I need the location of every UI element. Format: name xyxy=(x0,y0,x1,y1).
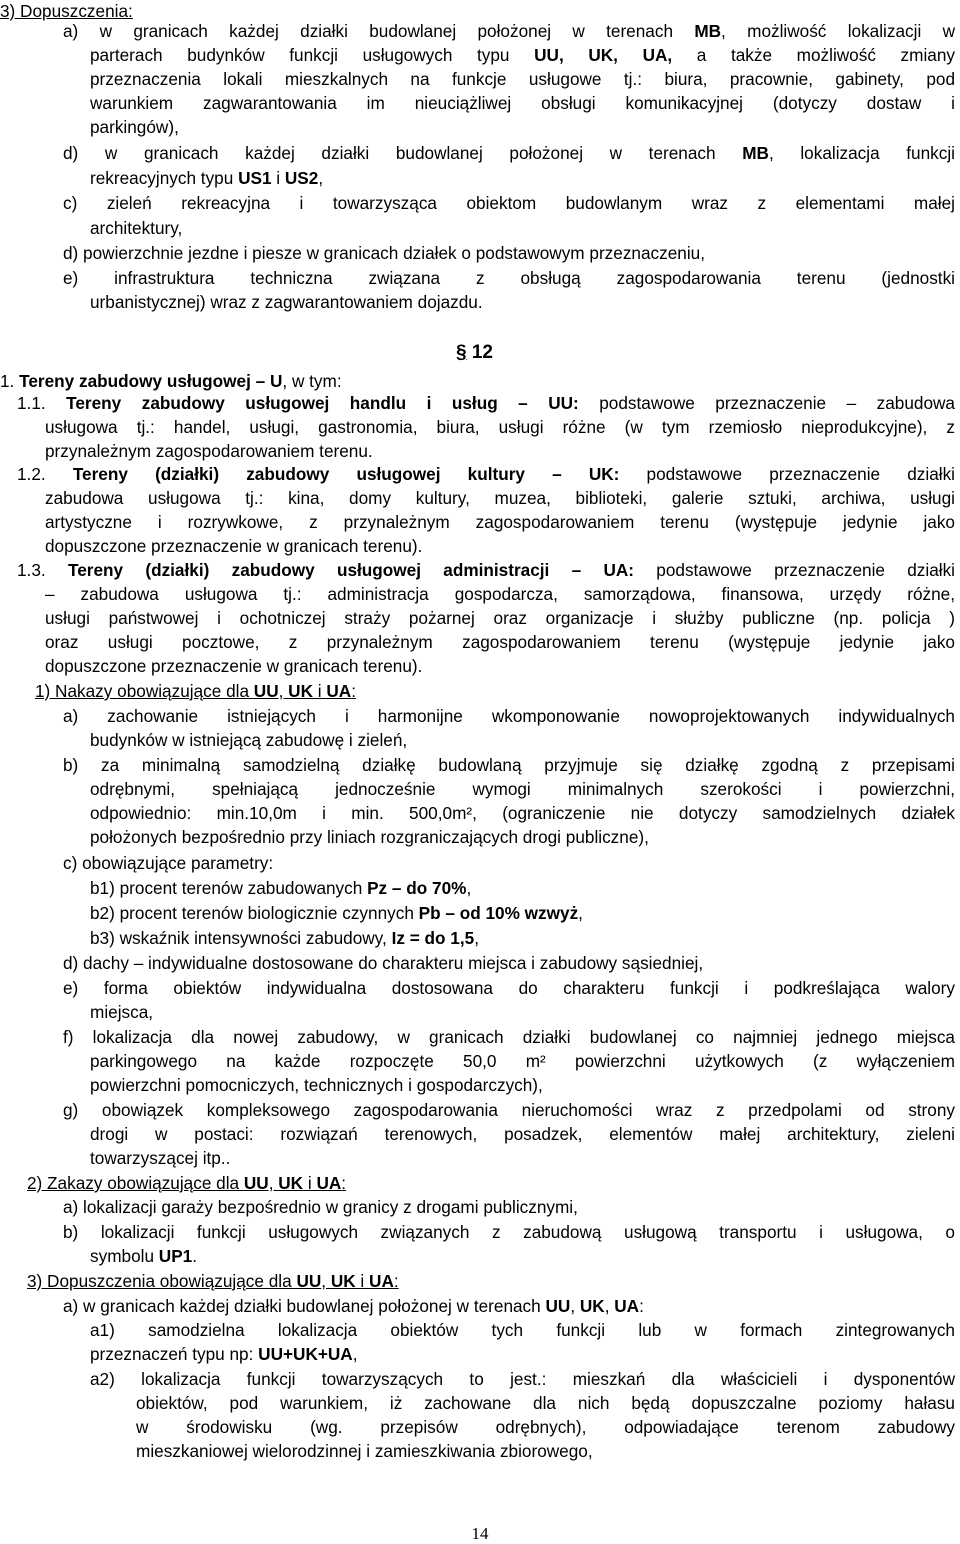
section-number: 12 xyxy=(471,342,493,363)
bold-text: Tereny zabudowy usługowej handlu i usług – UU: xyxy=(66,393,579,413)
text-line xyxy=(63,754,955,776)
text-line xyxy=(63,1026,955,1048)
text-span: c) zieleń rekreacyjna i towarzysząca obiektom budowlanym wraz z elementami małej xyxy=(63,193,955,213)
bold-text: Pb – od 10% wzwyż xyxy=(418,903,579,923)
text-span: urbanistycznej) wraz z zagwarantowaniem dojazdu. xyxy=(90,292,483,312)
text-line xyxy=(90,778,955,800)
text-line xyxy=(45,535,422,557)
bold-text: US1 xyxy=(238,168,272,188)
text-span: oraz usługi pocztowe, z przynależnym zagospodarowaniem terenu (występuje jedynie jako xyxy=(45,632,955,652)
bold-text: UK xyxy=(330,1271,356,1291)
bold-text: Iz = do 1,5 xyxy=(391,928,475,948)
text-span: , xyxy=(278,681,289,701)
bold-text: UA xyxy=(316,1173,342,1193)
text-span: d) dachy – indywidualne dostosowane do charakteru miejsca i zabudowy sąsiedniej, xyxy=(63,953,704,973)
text-line xyxy=(90,1001,153,1023)
text-span: 1. xyxy=(0,371,20,391)
bold-text: MB xyxy=(742,143,769,163)
text-line xyxy=(90,44,955,66)
text-line xyxy=(63,20,955,42)
text-line xyxy=(90,802,955,824)
section-heading xyxy=(456,340,493,366)
text-span: – zabudowa usługowa tj.: administracja gospodarcza, samorządowa, finansowa, urzędy różne, xyxy=(45,584,955,604)
text-line xyxy=(90,902,583,924)
text-span: b1) procent terenów zabudowanych xyxy=(90,878,368,898)
text-line xyxy=(63,1221,955,1243)
text-span: , xyxy=(578,903,583,923)
text-span: , xyxy=(570,1296,580,1316)
text-line xyxy=(63,1196,578,1218)
text-span: , xyxy=(474,928,479,948)
text-line xyxy=(136,1416,955,1438)
text-line xyxy=(90,729,407,751)
text-line xyxy=(17,392,955,414)
bold-text: UU xyxy=(296,1271,322,1291)
text-line xyxy=(0,0,133,22)
text-span: miejsca, xyxy=(90,1002,154,1022)
text-line xyxy=(45,583,955,605)
text-span: obiektów, pod warunkiem, iż zachowane dla nich będą dopuszczalne poziomy hałasu xyxy=(136,1393,955,1413)
text-span: a) w granicach każdej działki budowlanej położonej w terenach xyxy=(63,21,695,41)
text-span: budynków w istniejącą zabudowę i zieleń, xyxy=(90,730,408,750)
text-span: , możliwość lokalizacji w xyxy=(721,21,955,41)
text-span: i xyxy=(355,1271,370,1291)
text-span: 1.3. xyxy=(17,560,68,580)
text-span: e) infrastruktura techniczna związana z obsługą zagospodarowania terenu (jednostki xyxy=(63,268,955,288)
text-line xyxy=(90,1319,955,1341)
bold-text: UU+UK+UA xyxy=(258,1344,353,1364)
text-span: warunkiem zagwarantowania im nieuciążliwej obsługi komunikacyjnej (dotyczy dostaw i xyxy=(90,93,955,113)
text-span: : xyxy=(341,1173,347,1193)
text-span: a1) samodzielna lokalizacja obiektów tych funkcji lub w formach zintegrowanych xyxy=(90,1320,955,1340)
text-line xyxy=(63,952,703,974)
bold-text: UU xyxy=(253,681,279,701)
bold-text: UU xyxy=(243,1173,269,1193)
bold-text: UA xyxy=(326,681,352,701)
text-span: a także możliwość zmiany xyxy=(672,45,955,65)
text-span: d) powierzchnie jezdne i piesze w granicach działek o podstawowym przeznaczeniu, xyxy=(63,243,705,263)
text-span: : xyxy=(351,681,356,701)
text-line xyxy=(90,217,182,239)
text-span: podstawowe przeznaczenie – zabudowa xyxy=(578,393,955,413)
bold-text: Pz – do 70% xyxy=(367,878,467,898)
text-span: b) lokalizacji funkcji usługowych związanych z zabudową usługową transportu i usługowa, o xyxy=(63,1222,955,1242)
text-span: odpowiednio: min.10,0m i min. 500,0m², (ograniczenie nie dotyczy samodzielnych działek xyxy=(90,803,955,823)
text-span: przynależnym zagospodarowaniem terenu. xyxy=(45,441,373,461)
text-span: b2) procent terenów biologicznie czynnych xyxy=(90,903,419,923)
text-line xyxy=(45,487,955,509)
bold-text: US2 xyxy=(284,168,319,188)
bold-text: UK xyxy=(278,1173,304,1193)
text-span: 1) Nakazy obowiązujące dla xyxy=(35,681,254,701)
text-line xyxy=(90,68,955,90)
text-span: a) zachowanie istniejących i harmonijne wkomponowanie nowoprojektowanych indywidualnych xyxy=(63,706,955,726)
text-span: architektury, xyxy=(90,218,183,238)
bold-text: UA xyxy=(369,1271,394,1291)
text-span: , w tym: xyxy=(282,371,342,391)
text-line xyxy=(45,511,955,533)
text-span: : xyxy=(393,1271,399,1291)
text-span: , xyxy=(352,1344,358,1364)
text-line xyxy=(90,1368,955,1390)
text-line xyxy=(90,1074,543,1096)
text-span: parkingowego na każde rozpoczęte 50,0 m² powierzchni użytkowych (z wyłączeniem xyxy=(90,1051,955,1071)
text-line xyxy=(90,92,955,114)
text-span: , xyxy=(318,168,324,188)
text-line xyxy=(136,1392,955,1414)
text-line xyxy=(0,370,342,392)
text-line xyxy=(90,927,479,949)
text-line xyxy=(63,267,955,289)
text-span: i xyxy=(303,1173,317,1193)
text-line xyxy=(90,1123,955,1145)
text-span: b) za minimalną samodzielną działkę budowlaną przyjmuje się działkę zgodną z przepisami xyxy=(63,755,955,775)
text-line xyxy=(27,1172,346,1194)
text-line xyxy=(90,1343,358,1365)
text-span: rekreacyjnych typu xyxy=(90,168,239,188)
text-span: a) lokalizacji garaży bezpośrednio w granicy z drogami publicznymi, xyxy=(63,1197,578,1217)
text-span: 2) Zakazy obowiązujące dla xyxy=(27,1173,244,1193)
bold-text: UK xyxy=(579,1296,605,1316)
text-span: g) obowiązek kompleksowego zagospodarowania nieruchomości wraz z przedpolami od strony xyxy=(63,1100,955,1120)
bold-text: Tereny zabudowy usługowej – U xyxy=(19,371,283,391)
text-line xyxy=(63,142,955,164)
text-span: przeznaczenia lokali mieszkalnych na funkcje usługowe tj.: biura, pracownie, gabinety, pod xyxy=(90,69,955,89)
text-span: : xyxy=(639,1296,644,1316)
text-line xyxy=(45,440,373,462)
text-line xyxy=(63,1295,644,1317)
text-line xyxy=(45,655,422,677)
text-span: artystyczne i rozrywkowe, z przynależnym zagospodarowaniem terenu (występuje jedynie jako xyxy=(45,512,955,532)
text-span: parkingów), xyxy=(90,117,179,137)
bold-text: UK xyxy=(288,681,313,701)
text-span: symbolu xyxy=(90,1246,159,1266)
text-line xyxy=(90,1245,197,1267)
text-span: , xyxy=(321,1271,331,1291)
text-span: i xyxy=(271,168,285,188)
bold-text: UU xyxy=(545,1296,571,1316)
text-line xyxy=(90,1050,955,1072)
text-span: parterach budynków funkcji usługowych typu xyxy=(90,45,535,65)
text-line xyxy=(45,631,955,653)
text-line xyxy=(63,192,955,214)
text-span: 3) Dopuszczenia obowiązujące dla xyxy=(27,1271,297,1291)
text-span: mieszkaniowej wielorodzinnej i zamieszkiwania zbiorowego, xyxy=(136,1441,593,1461)
text-line xyxy=(63,242,705,264)
text-span: 3) Dopuszczenia: xyxy=(0,1,133,21)
text-span: a2) lokalizacja funkcji towarzyszących to jest.: mieszkań dla właścicieli i dysponentów xyxy=(90,1369,955,1389)
text-line xyxy=(45,416,955,438)
text-line xyxy=(90,167,323,189)
text-span: przeznaczeń typu np: xyxy=(90,1344,259,1364)
bold-text: Tereny (działki) zabudowy usługowej kultury – UK: xyxy=(72,464,620,484)
section-marker: § xyxy=(456,342,467,363)
text-span: drogi w postaci: rozwiązań terenowych, posadzek, elementów małej architektury, zieleni xyxy=(90,1124,955,1144)
text-span: , lokalizacja funkcji xyxy=(768,143,956,163)
text-span: zabudowa usługowa tj.: kina, domy kultury, muzea, biblioteki, galerie sztuki, archiwa, usługi xyxy=(45,488,955,508)
text-span: , xyxy=(604,1296,615,1316)
text-span: towarzyszącej itp.. xyxy=(90,1148,231,1168)
bold-text: UP1 xyxy=(158,1246,193,1266)
text-line xyxy=(17,463,955,485)
text-line xyxy=(27,1270,399,1292)
text-line xyxy=(90,116,179,138)
text-span: podstawowe przeznaczenie działki xyxy=(634,560,955,580)
text-line xyxy=(136,1440,593,1462)
text-span: położonych bezpośrednio przy liniach rozgraniczających drogi publiczne), xyxy=(90,827,649,847)
bold-text: UA xyxy=(614,1296,640,1316)
text-span: dopuszczone przeznaczenie w granicach terenu). xyxy=(45,656,423,676)
bold-text: Tereny (działki) zabudowy usługowej administracji – UA: xyxy=(67,560,634,580)
text-line xyxy=(17,559,955,581)
text-span: usługowa tj.: handel, usługi, gastronomia, biura, usługi różne (w tym rzemiosło nieprodukcyjne), z xyxy=(45,417,955,437)
text-span: dopuszczone przeznaczenie w granicach terenu). xyxy=(45,536,423,556)
text-span: podstawowe przeznaczenie działki xyxy=(619,464,955,484)
text-span: i xyxy=(313,681,327,701)
text-span: d) w granicach każdej działki budowlanej położonej w terenach xyxy=(63,143,743,163)
text-line xyxy=(90,826,649,848)
text-span: 1.2. xyxy=(17,464,73,484)
text-line xyxy=(63,705,955,727)
text-span: e) forma obiektów indywidualna dostosowana do charakteru funkcji i podkreślająca walory xyxy=(63,978,955,998)
text-line xyxy=(63,977,955,999)
page-number: 14 xyxy=(471,1524,489,1543)
text-line xyxy=(90,877,471,899)
text-span: odrębnymi, spełniającą jednocześnie wymogi minimalnych szerokości i powierzchni, xyxy=(90,779,955,799)
text-span: w środowisku (wg. przepisów odrębnych), odpowiadające terenom zabudowy xyxy=(136,1417,955,1437)
text-span: , xyxy=(268,1173,279,1193)
text-line xyxy=(90,1147,230,1169)
text-span: c) obowiązujące parametry: xyxy=(63,853,274,873)
text-line xyxy=(63,1099,955,1121)
text-line xyxy=(63,852,273,874)
text-line xyxy=(35,680,356,702)
text-span: usługi państwowej i ochotniczej straży pożarnej oraz organizacje i służby publiczne (np. policja ) xyxy=(45,608,955,628)
text-span: f) lokalizacja dla nowej zabudowy, w granicach działki budowlanej co najmniej jednego miejsca xyxy=(63,1027,955,1047)
text-span: b3) wskaźnik intensywności zabudowy, xyxy=(90,928,392,948)
text-span: a) w granicach każdej działki budowlanej położonej w terenach xyxy=(63,1296,546,1316)
text-span: . xyxy=(192,1246,197,1266)
text-line xyxy=(45,607,955,629)
text-span: , xyxy=(466,878,472,898)
bold-text: MB xyxy=(694,21,722,41)
text-line xyxy=(90,291,483,313)
text-span: powierzchni pomocniczych, technicznych i gospodarczych), xyxy=(90,1075,543,1095)
text-span: 1.1. xyxy=(17,393,67,413)
bold-text: UU, UK, UA, xyxy=(534,45,673,65)
